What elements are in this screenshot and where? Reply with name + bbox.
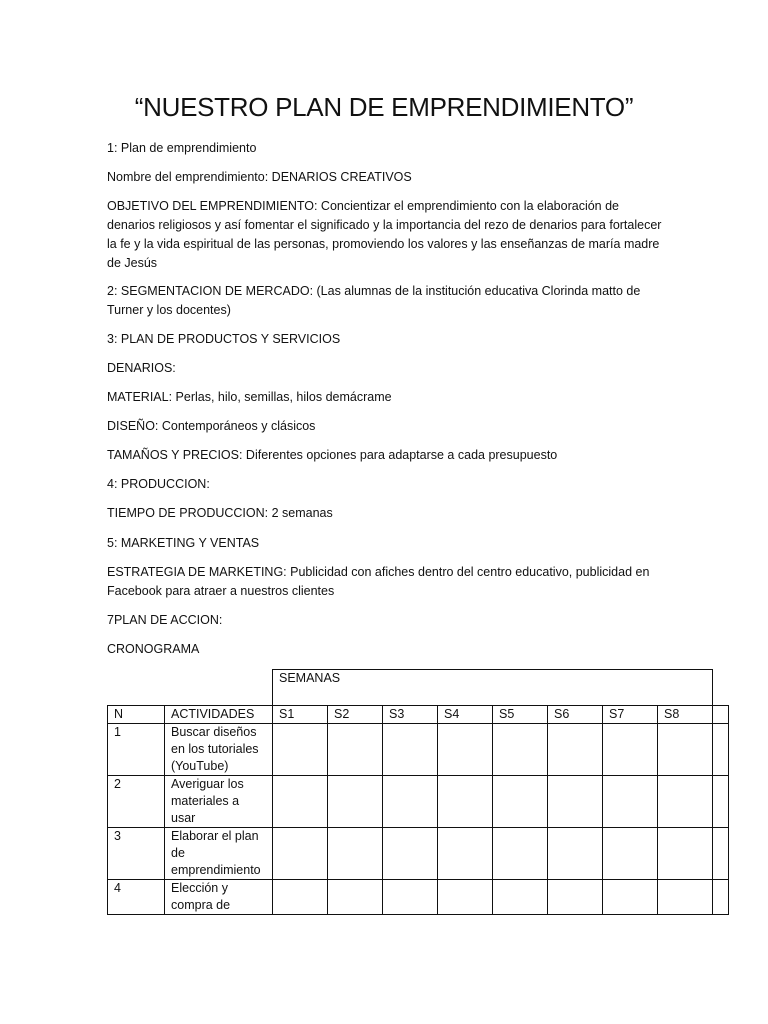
table-empty-corner [713, 670, 729, 706]
header-week: S1 [273, 706, 328, 724]
header-week: S3 [383, 706, 438, 724]
week-cell [383, 724, 438, 776]
week-cell [273, 724, 328, 776]
sizes-prices-line: TAMAÑOS Y PRECIOS: Diferentes opciones para adaptarse a cada presupuesto [107, 448, 558, 462]
header-week: S5 [493, 706, 548, 724]
extra-cell [713, 776, 729, 828]
header-week: S8 [658, 706, 713, 724]
business-objective: OBJETIVO DEL EMPRENDIMIENTO: Concientizar el emprendimiento con la elaboración de denarios religiosos y así fomentar el significado y la importancia del rezo de denarios para fortalecer la fe y la vida espiritual de las personas, promoviendo los valores y las enseñanzas de maría madre de Jesús [107, 199, 662, 270]
week-cell [493, 724, 548, 776]
production-time: TIEMPO DE PRODUCCION: 2 semanas [107, 506, 333, 520]
row-activity: Elaborar el plan de emprendimiento [165, 828, 273, 880]
week-cell [328, 828, 383, 880]
week-cell [438, 776, 493, 828]
week-cell [548, 880, 603, 915]
business-name: Nombre del emprendimiento: DENARIOS CREATIVOS [107, 170, 412, 184]
row-number: 3 [108, 828, 165, 880]
market-segmentation: 2: SEGMENTACION DE MERCADO: (Las alumnas de la institución educativa Clorinda matto de Turner y los docentes) [107, 284, 641, 317]
row-activity: Buscar diseños en los tutoriales (YouTube) [165, 724, 273, 776]
section-5-heading: 5: MARKETING Y VENTAS [107, 536, 260, 550]
table-row [108, 776, 729, 828]
week-cell [383, 776, 438, 828]
week-cell [383, 828, 438, 880]
week-cell [273, 828, 328, 880]
week-cell [658, 776, 713, 828]
table-empty-corner [108, 670, 165, 706]
table-row [108, 724, 729, 776]
week-cell [273, 776, 328, 828]
section-1-heading: 1: Plan de emprendimiento [107, 141, 257, 155]
week-cell [383, 880, 438, 915]
week-cell [658, 724, 713, 776]
week-cell [548, 776, 603, 828]
week-cell [658, 828, 713, 880]
table-header-row [108, 706, 729, 724]
week-cell [273, 880, 328, 915]
week-cell [548, 724, 603, 776]
week-cell [438, 828, 493, 880]
week-cell [658, 880, 713, 915]
weeks-group-header: SEMANAS [273, 670, 713, 706]
week-cell [328, 724, 383, 776]
row-number: 2 [108, 776, 165, 828]
row-activity: Averiguar los materiales a usar [165, 776, 273, 828]
header-activities: ACTIVIDADES [165, 706, 273, 724]
document-title: “NUESTRO PLAN DE EMPRENDIMIENTO” [134, 92, 634, 122]
week-cell [603, 828, 658, 880]
header-extra [713, 706, 729, 724]
schedule-table [107, 669, 729, 915]
week-cell [603, 776, 658, 828]
header-n: N [108, 706, 165, 724]
week-cell [548, 828, 603, 880]
header-week: S6 [548, 706, 603, 724]
header-week: S2 [328, 706, 383, 724]
week-cell [493, 880, 548, 915]
design-line: DISEÑO: Contemporáneos y clásicos [107, 419, 316, 433]
extra-cell [713, 880, 729, 915]
week-cell [438, 724, 493, 776]
header-week: S7 [603, 706, 658, 724]
week-cell [603, 880, 658, 915]
row-number: 4 [108, 880, 165, 915]
week-cell [603, 724, 658, 776]
table-row [108, 828, 729, 880]
section-3-heading: 3: PLAN DE PRODUCTOS Y SERVICIOS [107, 332, 341, 346]
row-activity: Elección y compra de [165, 880, 273, 915]
row-number: 1 [108, 724, 165, 776]
week-cell [328, 880, 383, 915]
marketing-strategy: ESTRATEGIA DE MARKETING: Publicidad con afiches dentro del centro educativo, publicidad en Facebook para atraer a nuestros clientes [107, 565, 650, 598]
week-cell [438, 880, 493, 915]
action-plan-heading: 7PLAN DE ACCION: [107, 613, 223, 627]
section-4-heading: 4: PRODUCCION: [107, 477, 210, 491]
schedule-heading: CRONOGRAMA [107, 642, 200, 656]
extra-cell [713, 724, 729, 776]
week-cell [493, 776, 548, 828]
header-week: S4 [438, 706, 493, 724]
extra-cell [713, 828, 729, 880]
material-line: MATERIAL: Perlas, hilo, semillas, hilos demácrame [107, 390, 392, 404]
table-empty-corner [165, 670, 273, 706]
week-cell [328, 776, 383, 828]
table-row [108, 880, 729, 915]
week-cell [493, 828, 548, 880]
product-label: DENARIOS: [107, 361, 176, 375]
